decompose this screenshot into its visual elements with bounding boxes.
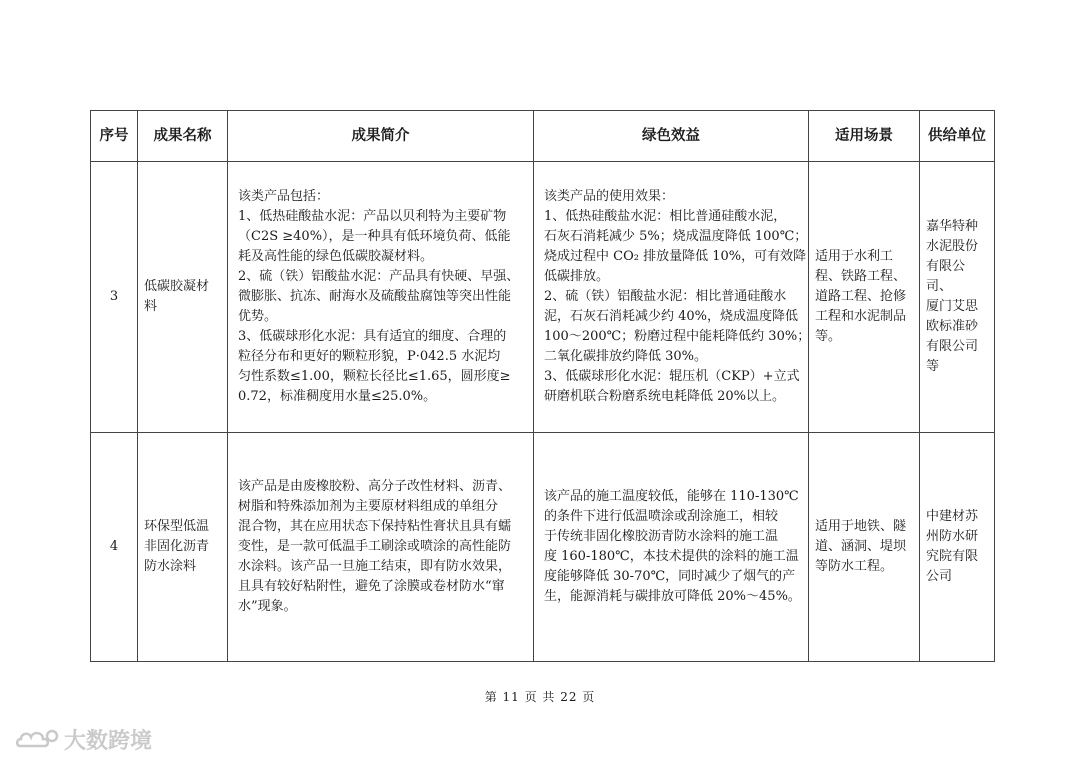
- header-desc: 成果简介: [228, 111, 534, 162]
- name-line: 非固化沥青: [144, 539, 210, 554]
- row-green-benefit: [534, 433, 809, 662]
- unit-line: 州防水研: [926, 529, 979, 544]
- row-scene: [809, 433, 920, 662]
- table-row: [91, 162, 995, 433]
- benefit-line: 该类产品的使用效果：: [544, 189, 675, 204]
- row-description: [228, 433, 534, 662]
- row-scene: [809, 162, 920, 433]
- benefit-line: 二氧化碳排放约降低 30%。: [544, 349, 708, 364]
- scene-line: 道路工程、抢修: [815, 289, 907, 304]
- header-unit: 供给单位: [920, 111, 995, 162]
- benefit-line: 该产品的施工温度较低，能够在 110-130℃: [544, 489, 799, 504]
- header-benefit: 绿色效益: [534, 111, 809, 162]
- benefit-line: 泥，石灰石消耗减少约 40%，烧成温度降低: [544, 309, 799, 324]
- benefit-line: 度能够降低 30-70℃，同时减少了烟气的产: [544, 569, 796, 584]
- scene-line: 道、涵洞、堤坝: [815, 539, 907, 554]
- benefit-line: 于传统非固化橡胶沥青防水涂料的施工温: [544, 529, 779, 544]
- scene-line: 等防水工程。: [815, 559, 894, 574]
- table-header-row: [91, 111, 995, 162]
- header-scene: 适用场景: [809, 111, 920, 162]
- desc-line: 变性，是一款可低温手工刷涂或喷涂的高性能防: [238, 539, 512, 554]
- watermark-text: 大数跨境: [64, 729, 153, 754]
- benefit-line: 烧成过程中 CO₂ 排放量降低 10%，可有效降: [544, 249, 807, 264]
- desc-line: 优势。: [238, 309, 278, 324]
- table-row: [91, 433, 995, 662]
- unit-line: 中建材苏: [926, 509, 979, 524]
- row-name: [138, 433, 228, 662]
- row-supplier: [920, 433, 995, 662]
- benefit-line: 3、低碳球形化水泥：辊压机（CKP）+立式: [544, 369, 800, 384]
- unit-line: 水泥股份: [926, 239, 979, 254]
- benefit-line: 度 160-180℃，本技术提供的涂料的施工温: [544, 549, 799, 564]
- row-supplier: [920, 162, 995, 433]
- benefit-line: 的条件下进行低温喷涂或刮涂施工，相较: [544, 509, 779, 524]
- name-line: 料: [144, 299, 158, 314]
- benefit-line: 低碳排放。: [544, 269, 610, 284]
- name-line: 低碳胶凝材: [144, 279, 210, 294]
- desc-line: 匀性系数≤1.00，颗粒长径比≤1.65，圆形度≥: [238, 369, 511, 384]
- row-description: [228, 162, 534, 433]
- scene-line: 工程和水泥制品: [815, 309, 907, 324]
- desc-line: 树脂和特殊添加剂为主要原材料组成的单组分: [238, 499, 499, 514]
- benefit-line: 生，能源消耗与碳排放可降低 20%～45%。: [544, 589, 801, 604]
- unit-line: 等: [926, 359, 940, 374]
- unit-line: 公司: [926, 569, 953, 584]
- scene-line: 等。: [815, 329, 842, 344]
- desc-line: 3、低碳球形化水泥：具有适宜的细度、合理的: [238, 329, 507, 344]
- desc-line: 水”现象。: [238, 599, 297, 614]
- benefit-line: 100～200℃；粉磨过程中能耗降低约 30%；: [544, 329, 811, 344]
- watermark: [14, 724, 152, 755]
- benefit-line: 石灰石消耗减少 5%；烧成温度降低 100℃；: [544, 229, 808, 244]
- desc-line: 水涂料。该产品一旦施工结束，即有防水效果，: [238, 559, 512, 574]
- desc-line: 且具有较好粘附性，避免了涂膜或卷材防水“窜: [238, 579, 505, 594]
- scene-line: 程、铁路工程、: [815, 269, 907, 284]
- unit-line: 有限公司: [926, 339, 979, 354]
- name-line: 环保型低温: [144, 519, 210, 534]
- row-green-benefit: [534, 162, 809, 433]
- unit-line: 嘉华特种: [926, 219, 979, 234]
- desc-line: 微膨胀、抗冻、耐海水及硫酸盐腐蚀等突出性能: [238, 289, 512, 304]
- row-name: [138, 162, 228, 433]
- desc-line: 该类产品包括：: [238, 189, 330, 204]
- desc-line: 1、低热硅酸盐水泥：产品以贝利特为主要矿物: [238, 209, 507, 224]
- desc-line: 粒径分布和更好的颗粒形貌，P·042.5 水泥均: [238, 349, 501, 364]
- header-name: 成果名称: [138, 111, 228, 162]
- row-seq: 4: [91, 433, 138, 662]
- unit-line: 有限公司、: [926, 259, 966, 294]
- desc-line: 耗及高性能的绿色低碳胶凝材料。: [238, 249, 434, 264]
- unit-line: 欧标准砂: [926, 319, 979, 334]
- results-table: [90, 110, 995, 662]
- unit-line: 究院有限: [926, 549, 979, 564]
- benefit-line: 2、硫（铁）铝酸盐水泥：相比普通硅酸水: [544, 289, 787, 304]
- scene-line: 适用于地铁、隧: [815, 519, 907, 534]
- cloud-logo-icon: [14, 726, 60, 754]
- unit-line: 厦门艾思: [926, 299, 979, 314]
- desc-line: 该产品是由废橡胶粉、高分子改性材料、沥青、: [238, 479, 512, 494]
- benefit-line: 1、低热硅酸盐水泥：相比普通硅酸水泥，: [544, 209, 787, 224]
- name-line: 防水涂料: [144, 559, 197, 574]
- desc-line: （C2S ≥40%），是一种具有低环境负荷、低能: [238, 229, 511, 244]
- header-seq: 序号: [91, 111, 138, 162]
- page-number: 第 11 页 共 22 页: [484, 690, 596, 704]
- benefit-line: 研磨机联合粉磨系统电耗降低 20%以上。: [544, 389, 786, 404]
- desc-line: 0.72，标准稠度用水量≤25.0%。: [238, 389, 437, 404]
- row-seq: 3: [91, 162, 138, 433]
- desc-line: 2、硫（铁）铝酸盐水泥：产品具有快硬、早强、: [238, 269, 520, 284]
- scene-line: 适用于水利工: [815, 249, 894, 264]
- desc-line: 混合物，其在应用状态下保持粘性膏状且具有蠕: [238, 519, 512, 534]
